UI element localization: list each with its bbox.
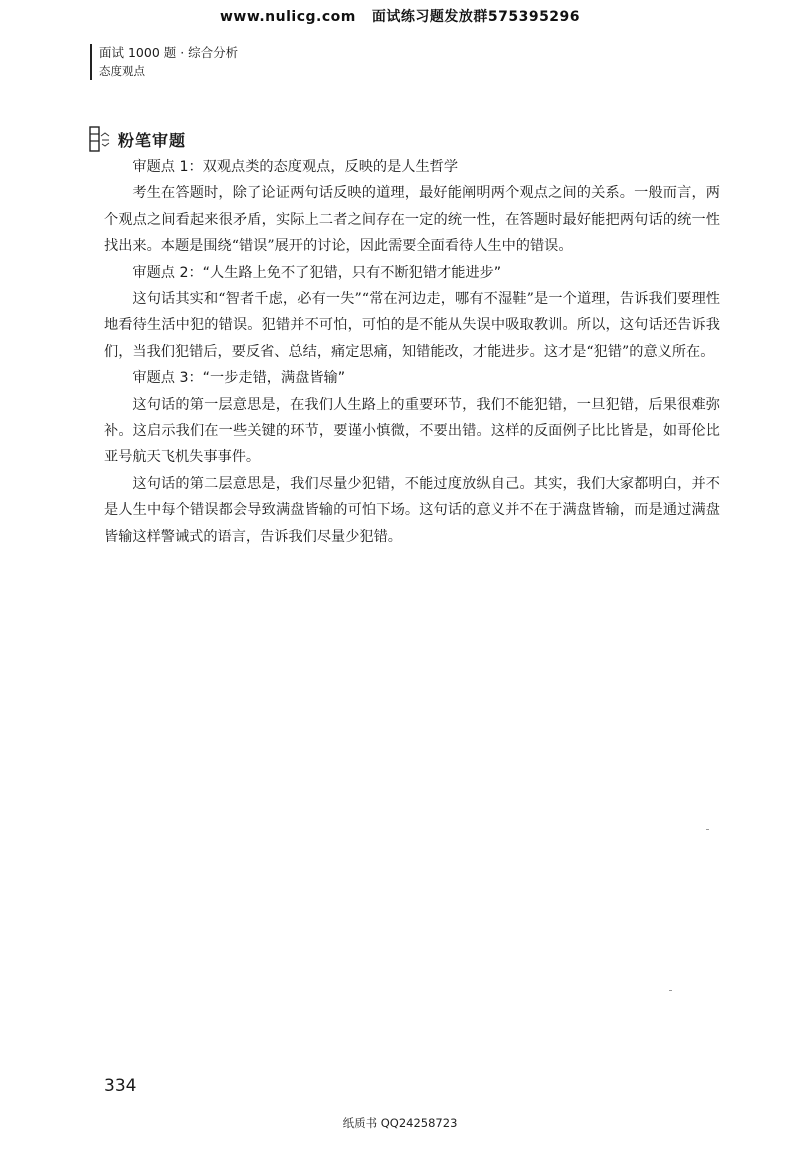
running-head	[90, 44, 238, 80]
section-title: 粉笔审题	[118, 130, 187, 150]
analysis-point-1: 审题点 1：双观点类的态度观点，反映的是人生哲学	[132, 159, 459, 175]
section-header	[88, 126, 186, 152]
scan-speck	[669, 990, 672, 991]
body-paragraph-2: 这句话其实和“智者千虑，必有一失”“常在河边走，哪有不湿鞋”是一个道理，告诉我们要理性地看待生活中犯的错误。犯错并不可怕，可怕的是不能从失误中吸取教训。所以，这句话还告诉我们，当我们犯错后，要反省、总结，痛定思痛，知错能改，才能进步。这才是“犯错”的意义所在。	[104, 291, 720, 360]
top-watermark	[0, 6, 800, 26]
watermark-group: 面试练习题发放群575395296	[371, 9, 581, 25]
analysis-point-3: 审题点 3：“一步走错，满盘皆输”	[132, 370, 346, 387]
analysis-point-2: 审题点 2：“人生路上免不了犯错，只有不断犯错才能进步”	[132, 264, 502, 281]
bottom-watermark: 纸质书 QQ24258723	[342, 1116, 458, 1130]
body-paragraph-1: 考生在答题时，除了论证两句话反映的道理，最好能阐明两个观点之间的关系。一般而言，两个观点之间看起来很矛盾，实际上二者之间存在一定的统一性，在答题时最好能把两句话的统一性找出来。本题是围绕“错误”展开的讨论，因此需要全面看待人生中的错误。	[104, 185, 720, 255]
body-paragraph-4: 这句话的第二层意思是，我们尽量少犯错，不能过度放纵自己。其实，我们大家都明白，并不是人生中每个错误都会导致满盘皆输的可怕下场。这句话的意义并不在于满盘皆输，而是通过满盘皆输这样警诫式的语言，告诉我们尽量少犯错。	[104, 475, 720, 545]
watermark-url: www.nulicg.com	[219, 9, 356, 25]
chalk-icon	[88, 126, 112, 152]
main-content	[104, 154, 720, 550]
scan-speck	[706, 829, 709, 830]
page-number: 334	[104, 1076, 137, 1096]
chapter-title: 态度观点	[99, 64, 145, 78]
body-paragraph-3: 这句话的第一层意思是，在我们人生路上的重要环节，我们不能犯错，一旦犯错，后果很难弥补。这启示我们在一些关键的环节，要谨小慎微，不要出错。这样的反面例子比比皆是，如哥伦比亚号航天飞机失事事件。	[104, 396, 720, 466]
book-title: 面试 1000 题 · 综合分析	[99, 45, 239, 60]
